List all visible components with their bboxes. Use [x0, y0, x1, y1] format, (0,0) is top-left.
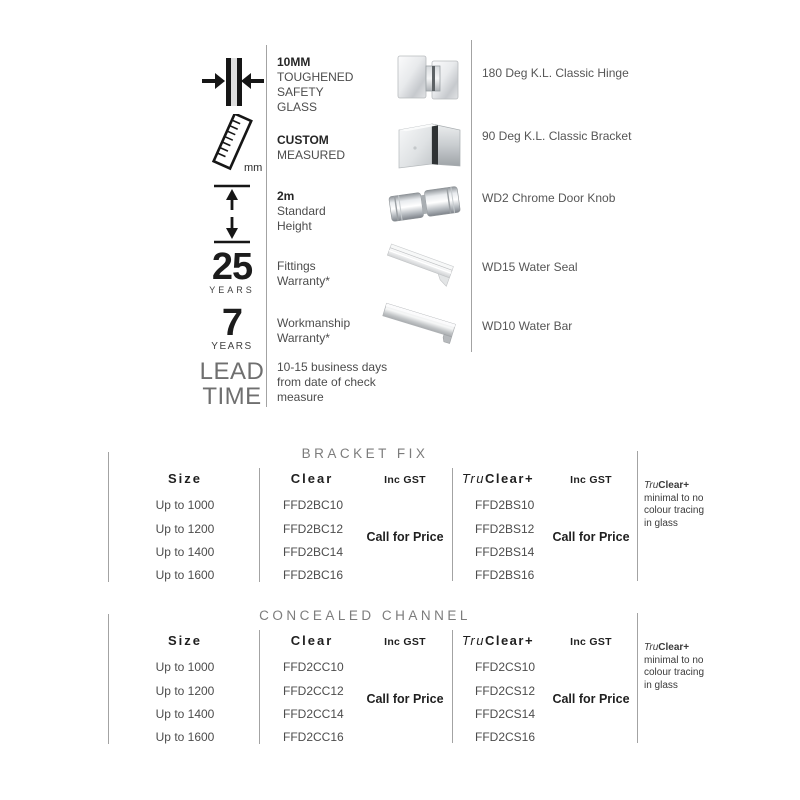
clear-code-cell: FFD2BC16 [283, 568, 344, 582]
column-header-size: Size [167, 633, 202, 648]
lead-time-badge [186, 359, 278, 409]
feature-custom-text: CUSTOM MEASURED [277, 133, 346, 162]
call-for-price-truclear: Call for Price [552, 530, 630, 544]
years-7-label: YEARS [211, 341, 253, 352]
bracket-90-image [394, 118, 464, 170]
column-header-size: Size [167, 471, 202, 486]
feature-glass-text: 10MM TOUGHENED SAFETY GLASS [277, 55, 354, 114]
height-measure-icon [208, 184, 256, 244]
years-7-number: 7 [221, 302, 243, 344]
call-for-price-clear: Call for Price [366, 692, 444, 706]
size-cell: Up to 1400 [155, 707, 215, 721]
concealed-channel-table [100, 602, 705, 757]
column-header-clear: Clear [290, 633, 334, 648]
feature-glass-title: 10MM [277, 55, 311, 69]
column-header-inc-gst-clear: Inc GST [384, 636, 426, 648]
column-header-clear: Clear [290, 471, 334, 486]
column-header-truclear: TruClear+ [461, 633, 535, 648]
truclear-code-cell: FFD2CS12 [475, 684, 536, 698]
feature-workmanship-text: Workmanship Warranty* [277, 316, 351, 345]
column-header-truclear: TruClear+ [461, 471, 535, 486]
clear-code-cell: FFD2CC16 [283, 730, 344, 744]
size-cell: Up to 1200 [155, 684, 215, 698]
years-25-label: YEARS [209, 285, 255, 295]
truclear-note: TruClear+ minimal to no colour tracing in glass [644, 480, 705, 529]
clear-code-cell: FFD2BC10 [283, 498, 344, 512]
product-name-knob: WD2 Chrome Door Knob [482, 191, 616, 205]
warranty-7-years-badge [192, 302, 272, 352]
lead-time-line1: LEAD [199, 358, 265, 385]
clear-code-cell: FFD2CC12 [283, 684, 344, 698]
feature-height-text: 2m Standard Height [277, 189, 326, 233]
truclear-note: TruClear+ minimal to no colour tracing in glass [644, 642, 705, 691]
feature-height-title: 2m [277, 189, 295, 203]
feature-custom-title: CUSTOM [277, 133, 329, 147]
size-cell: Up to 1600 [155, 568, 215, 582]
product-name-bracket: 90 Deg K.L. Classic Bracket [482, 129, 632, 143]
feature-leadtime-text: 10-15 business days from date of check measure [277, 360, 388, 404]
product-divider-line [471, 40, 472, 352]
water-bar-image [380, 300, 460, 348]
size-cell: Up to 1000 [155, 660, 215, 674]
truclear-code-cell: FFD2BS14 [475, 545, 535, 559]
bracket-fix-table [100, 440, 705, 595]
call-for-price-clear: Call for Price [366, 530, 444, 544]
truclear-code-cell: FFD2BS16 [475, 568, 535, 582]
years-25-number: 25 [211, 246, 253, 288]
size-cell: Up to 1600 [155, 730, 215, 744]
table-border-right [637, 613, 638, 743]
table-border-right [637, 451, 638, 581]
table-title: BRACKET FIX [301, 446, 429, 461]
clear-code-cell: FFD2BC12 [283, 522, 344, 536]
door-knob-image [386, 184, 462, 224]
column-header-inc-gst-truclear: Inc GST [570, 636, 612, 648]
product-name-bar: WD10 Water Bar [482, 319, 573, 333]
glass-thickness-icon [200, 58, 266, 106]
product-name-seal: WD15 Water Seal [482, 260, 578, 274]
column-header-inc-gst-clear: Inc GST [384, 474, 426, 486]
table-border-left [108, 614, 109, 744]
truclear-code-cell: FFD2CS16 [475, 730, 536, 744]
truclear-code-cell: FFD2BS12 [475, 522, 535, 536]
size-cell: Up to 1400 [155, 545, 215, 559]
clear-code-cell: FFD2CC10 [283, 660, 344, 674]
water-seal-image [384, 240, 456, 290]
lead-time-line2: TIME [202, 383, 262, 410]
truclear-code-cell: FFD2CS10 [475, 660, 536, 674]
truclear-code-cell: FFD2BS10 [475, 498, 535, 512]
size-cell: Up to 1200 [155, 522, 215, 536]
size-cell: Up to 1000 [155, 498, 215, 512]
product-name-hinge: 180 Deg K.L. Classic Hinge [482, 66, 629, 80]
feature-fittings-text: Fittings Warranty* [277, 259, 330, 288]
ruler-icon [202, 114, 266, 174]
hinge-180-image [396, 54, 460, 104]
ruler-unit-label: mm [244, 162, 263, 174]
clear-code-cell: FFD2CC14 [283, 707, 344, 721]
warranty-25-years-badge [192, 246, 272, 295]
truclear-code-cell: FFD2CS14 [475, 707, 536, 721]
call-for-price-truclear: Call for Price [552, 692, 630, 706]
table-border-left [108, 452, 109, 582]
feature-divider-line [266, 45, 267, 407]
clear-code-cell: FFD2BC14 [283, 545, 344, 559]
column-header-inc-gst-truclear: Inc GST [570, 474, 612, 486]
table-title: CONCEALED CHANNEL [259, 608, 471, 623]
